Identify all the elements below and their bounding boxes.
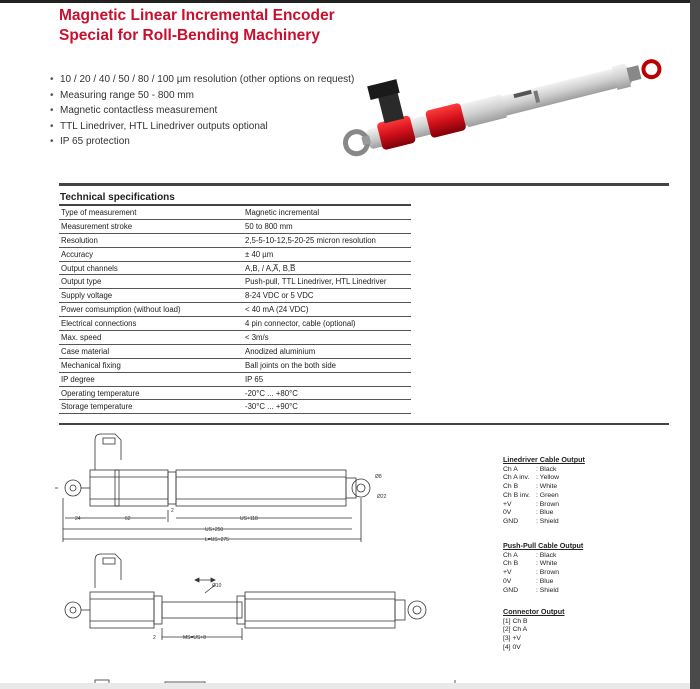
spec-value: A,B, / A,A̅, B,B̅ xyxy=(243,261,411,275)
encoder-drawing-cable xyxy=(55,434,387,543)
table-row xyxy=(59,344,411,358)
encoder-product-image xyxy=(325,38,670,168)
spec-key: Supply voltage xyxy=(59,289,243,303)
spec-value: 50 to 800 mm xyxy=(243,219,411,233)
spec-value: ± 40 µm xyxy=(243,247,411,261)
table-row xyxy=(59,400,411,414)
spec-key: Measurement stroke xyxy=(59,219,243,233)
dim-label: MS=US+8 xyxy=(183,635,207,641)
dim-label: 62 xyxy=(125,516,131,522)
table-row xyxy=(59,358,411,372)
list-item: GND : Shield xyxy=(503,517,559,525)
list-item: +V : Brown xyxy=(503,569,560,577)
list-item: Ch A : Black xyxy=(503,551,557,559)
dim-label: Ø10 xyxy=(212,583,222,589)
spec-key: Storage temperature xyxy=(59,400,243,414)
list-item: Ch B inv. : Green xyxy=(503,491,559,499)
pushpull-title: Push-Pull Cable Output xyxy=(503,541,584,550)
feature-item: • Measuring range 50 - 800 mm xyxy=(50,88,354,104)
spec-value: -30°C ... +90°C xyxy=(243,400,411,414)
list-item: 0V : Blue xyxy=(503,509,554,517)
spec-key: Type of measurement xyxy=(59,206,243,219)
top-border xyxy=(0,0,700,3)
list-item: [3] +V xyxy=(503,635,521,643)
spec-value: IP 65 xyxy=(243,372,411,386)
spec-key: Accuracy xyxy=(59,247,243,261)
list-item: Ch B : White xyxy=(503,560,558,568)
table-row xyxy=(59,289,411,303)
page-title xyxy=(59,6,335,46)
feature-item: • IP 65 protection xyxy=(50,134,354,150)
feature-item: • TTL Linedriver, HTL Linedriver outputs optional xyxy=(50,119,354,135)
specs-table xyxy=(59,206,411,414)
right-scrollbar[interactable] xyxy=(690,0,700,689)
spec-key: Power comsumption (without load) xyxy=(59,303,243,317)
spec-value: < 3m/s xyxy=(243,331,411,345)
table-row xyxy=(59,275,411,289)
title-line-1: Magnetic Linear Incremental Encoder xyxy=(59,7,335,24)
page-bottom-edge xyxy=(0,683,690,689)
title-line-2: Special for Roll-Bending Machinery xyxy=(59,27,320,44)
section-divider xyxy=(59,423,669,425)
list-item: +V : Brown xyxy=(503,500,560,508)
spec-value: Magnetic incremental xyxy=(243,206,411,219)
dim-label: 24 xyxy=(75,516,81,522)
spec-key: Resolution xyxy=(59,233,243,247)
list-item: [1] Ch B xyxy=(503,617,528,625)
table-row xyxy=(59,219,411,233)
spec-value: -20°C ... +80°C xyxy=(243,386,411,400)
spec-value: 8-24 VDC or 5 VDC xyxy=(243,289,411,303)
list-item: [4] 0V xyxy=(503,643,521,651)
list-item: 0V : Blue xyxy=(503,577,554,585)
table-row xyxy=(59,331,411,345)
dim-label: 2 xyxy=(171,508,174,514)
specs-title: Technical specifications xyxy=(60,192,175,203)
spec-key: Operating temperature xyxy=(59,386,243,400)
spec-key: Electrical connections xyxy=(59,317,243,331)
spec-key: IP degree xyxy=(59,372,243,386)
spec-value: Push-pull, TTL Linedriver, HTL Linedriver xyxy=(243,275,411,289)
spec-value: Anodized aluminium xyxy=(243,344,411,358)
list-item: [2] Ch A xyxy=(503,626,528,634)
table-row xyxy=(59,317,411,331)
dim-label: US+118 xyxy=(240,516,258,522)
section-divider xyxy=(59,183,669,186)
list-item: Ch B : White xyxy=(503,483,558,491)
table-row xyxy=(59,206,411,219)
dim-label: Ø8 xyxy=(375,474,382,480)
spec-value: < 40 mA (24 VDC) xyxy=(243,303,411,317)
dim-label: L=US+275 xyxy=(205,537,229,543)
spec-key: Output type xyxy=(59,275,243,289)
list-item: Ch A inv. : Yellow xyxy=(503,474,560,482)
linedriver-legend xyxy=(503,456,585,527)
table-row xyxy=(59,386,411,400)
dim-label: US+250 xyxy=(205,527,224,533)
pushpull-legend xyxy=(503,542,583,595)
spec-key: Case material xyxy=(59,344,243,358)
spec-value: 4 pin connector, cable (optional) xyxy=(243,317,411,331)
feature-list xyxy=(50,72,354,150)
linedriver-title: Linedriver Cable Output xyxy=(503,455,585,464)
spec-key: Max. speed xyxy=(59,331,243,345)
feature-item: • Magnetic contactless measurement xyxy=(50,103,354,119)
feature-item: • 10 / 20 / 40 / 50 / 80 / 100 µm resolution (other options on request) xyxy=(50,72,354,88)
list-item: GND : Shield xyxy=(503,586,559,594)
connector-title: Connector Output xyxy=(503,607,565,616)
spec-key: Output channels xyxy=(59,261,243,275)
spec-value: Ball joints on the both side xyxy=(243,358,411,372)
table-row xyxy=(59,303,411,317)
dim-label: Ø22 xyxy=(377,494,387,500)
spec-value: 2,5-5-10-12,5-20-25 micron resolution xyxy=(243,233,411,247)
table-row xyxy=(59,372,411,386)
connector-legend xyxy=(503,608,564,653)
dim-label: 2 xyxy=(153,635,156,641)
table-row xyxy=(59,247,411,261)
technical-drawing xyxy=(55,430,495,689)
table-row xyxy=(59,233,411,247)
spec-key: Mechanical fixing xyxy=(59,358,243,372)
list-item: Ch A : Black xyxy=(503,465,557,473)
table-row xyxy=(59,261,411,275)
encoder-drawing-connector xyxy=(65,554,426,641)
